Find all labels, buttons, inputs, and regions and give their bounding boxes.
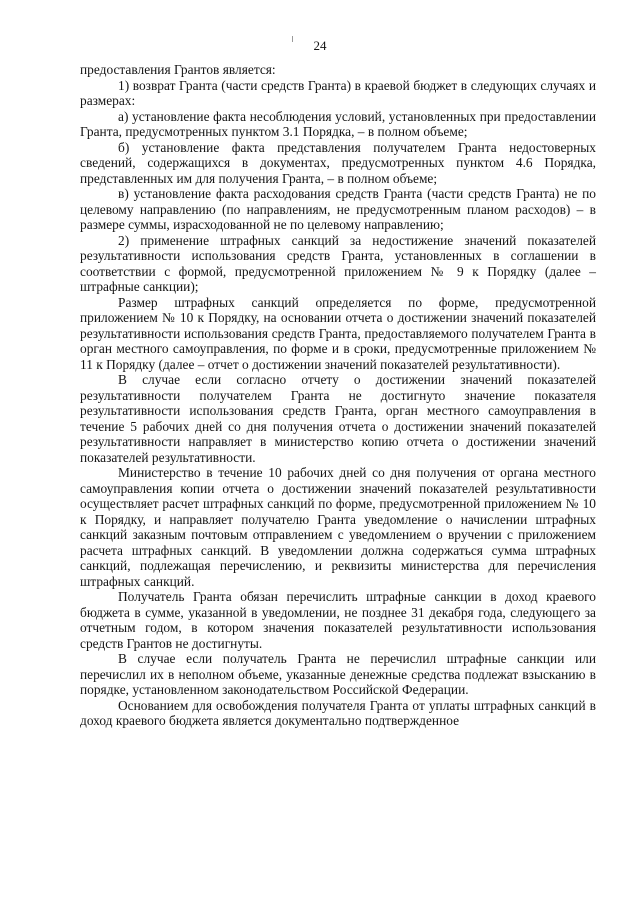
- paragraph: Министерство в течение 10 рабочих дней со дня получения от органа местного самоуправления копии отчета о достижении значений показателей результативности осуществляет расчет штрафных санкций по форме, предусмотренной приложением № 10 к Порядку, и направляет получателю Гранта уведомление о начислении штрафных санкций заказным почтовым отправлением с уведомлением о вручении с приложением расчета штрафных санкций. В уведомлении должна содержаться сумма штрафных санкций, подлежащая перечислению, и реквизиты министерства для перечисления штрафных санкций.: [80, 465, 596, 589]
- paragraph: Основанием для освобождения получателя Гранта от уплаты штрафных санкций в доход краевого бюджета является документально подтвержденное: [80, 697, 596, 728]
- paragraph: предоставления Грантов является:: [80, 62, 276, 77]
- paragraph: б) установление факта представления получателем Гранта недостоверных сведений, содержащихся в документах, предусмотренных пунктом 4.6 Порядка, представленных им для получения Гранта, – в полном объеме;: [80, 139, 596, 186]
- paragraph: В случае если согласно отчету о достижении значений показателей результативности получателем Гранта не достигнуто значение показателя результативности использования средств Гранта, орган местного самоуправления в течение 5 рабочих дней со дня получения отчета о достижении значений показателей результативности направляет в министерство копию отчета о достижении значений показателей результативности.: [80, 372, 596, 465]
- paragraph: а) установление факта несоблюдения условий, установленных при предоставлении Гранта, предусмотренных пунктом 3.1 Порядка, – в полном объеме;: [80, 108, 596, 139]
- paragraph: в) установление факта расходования средств Гранта (части средств Гранта) не по целевому направлению (по направлениям, не предусмотренным планом расходов) – в размере суммы, израсходованной не по целевому направлению;: [80, 186, 596, 232]
- paragraph: 1) возврат Гранта (части средств Гранта) в краевой бюджет в следующих случаях и размерах:: [80, 77, 596, 108]
- document-body: [80, 62, 596, 729]
- paragraph: Размер штрафных санкций определяется по форме, предусмотренной приложением № 10 к Порядку, на основании отчета о достижении значений показателей результативности использования средств Гранта, предоставляемого получателем Гранта в орган местного самоуправления, по форме и в сроки, предусмотренные приложением № 11 к Порядку (далее – отчет о достижении значений показателей результативности).: [80, 294, 596, 372]
- paragraph: В случае если получатель Гранта не перечислил штрафные санкции или перечислил их в неполном объеме, указанные денежные средства подлежат взысканию в порядке, установленном законодательством Российской Федерации.: [80, 651, 596, 697]
- paragraph: Получатель Гранта обязан перечислить штрафные санкции в доход краевого бюджета в сумме, указанной в уведомлении, не позднее 31 декабря года, следующего за отчетным годом, в котором значения показателей результативности использования средств Грантов не достигнуты.: [80, 589, 596, 651]
- scan-speck: [292, 36, 293, 42]
- paragraph: 2) применение штрафных санкций за недостижение значений показателей результативности использования средств Гранта, установленных в соглашении в соответствии с формой, предусмотренной приложением № 9 к Порядку (далее – штрафные санкции);: [80, 232, 596, 294]
- page-number: 24: [313, 38, 327, 53]
